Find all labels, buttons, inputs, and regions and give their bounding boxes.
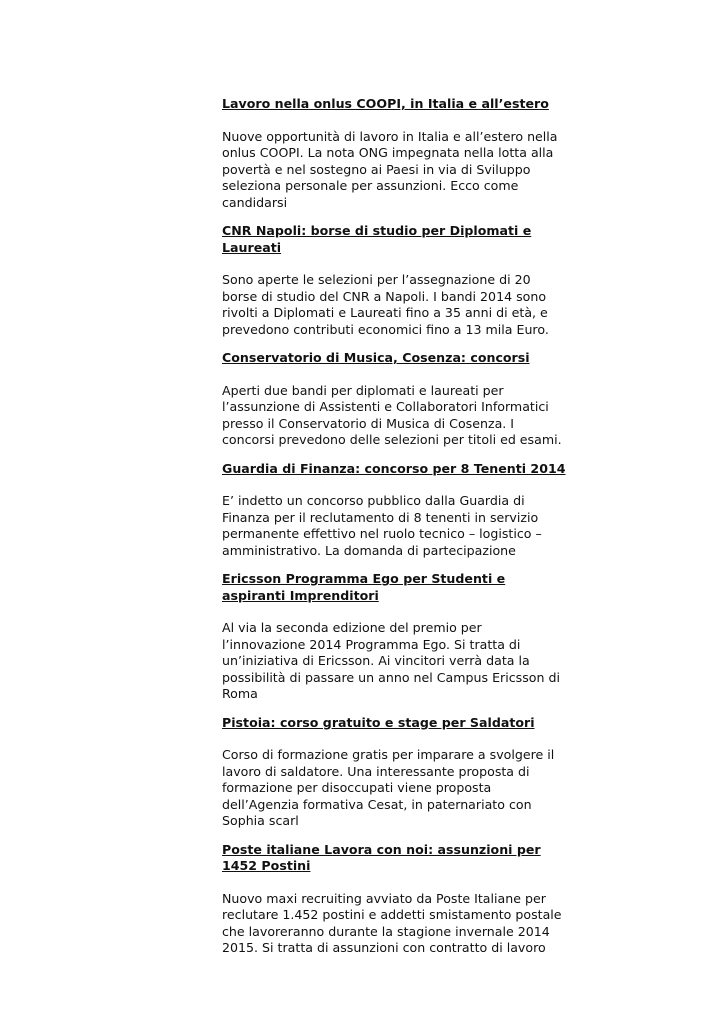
article-title[interactable]: Pistoia: corso gratuito e stage per Saldatori bbox=[222, 714, 535, 730]
document-page bbox=[222, 96, 567, 969]
article-poste-italiane bbox=[222, 842, 567, 957]
article-body: Sono aperte le selezioni per l’assegnazione di 20 borse di studio del CNR a Napoli. I bandi 2014 sono rivolti a Diplomati e Laureati fino a 35 anni di età, e prevedono contributi economici fino a 13 mila Euro. bbox=[222, 272, 549, 337]
article-coopi bbox=[222, 96, 567, 211]
article-body: Corso di formazione gratis per imparare a svolgere il lavoro di saldatore. Una interessante proposta di formazione per disoccupati viene proposta dell’Agenzia formativa Cesat, in paternariato con Sophia scarl bbox=[222, 747, 555, 828]
article-guardia-di-finanza bbox=[222, 461, 567, 560]
article-body: Nuove opportunità di lavoro in Italia e all’estero nella onlus COOPI. La nota ONG impegnata nella lotta alla povertà e nel sostegno ai Paesi in via di Sviluppo seleziona personale per assunzioni. Ecco come candidarsi bbox=[222, 128, 558, 210]
article-ericsson bbox=[222, 571, 567, 703]
article-body: E’ indetto un concorso pubblico dalla Guardia di Finanza per il reclutamento di 8 tenenti in servizio permanente effettivo nel ruolo tecnico – logistico – amministrativo. La domanda di partecipazione bbox=[222, 493, 542, 558]
article-title[interactable]: Ericsson Programma Ego per Studenti e aspiranti Imprenditori bbox=[222, 571, 506, 603]
article-conservatorio-cosenza bbox=[222, 350, 567, 449]
article-title[interactable]: CNR Napoli: borse di studio per Diplomati e Laureati bbox=[222, 223, 532, 255]
article-body: Al via la seconda edizione del premio per l’innovazione 2014 Programma Ego. Si tratta di un’iniziativa di Ericsson. Ai vincitori verrà data la possibilità di passare un anno nel Campus Ericsson di Roma bbox=[222, 620, 560, 701]
article-title[interactable]: Conservatorio di Musica, Cosenza: concorsi bbox=[222, 350, 530, 365]
article-title[interactable]: Lavoro nella onlus COOPI, in Italia e all’estero bbox=[222, 96, 549, 111]
article-title[interactable]: Poste italiane Lavora con noi: assunzioni per 1452 Postini bbox=[222, 841, 541, 873]
article-body: Nuovo maxi recruiting avviato da Poste Italiane per reclutare 1.452 postini e addetti smistamento postale che lavoreranno durante la stagione invernale 2014 2015. Si tratta di assunzioni con contratto di lavoro bbox=[222, 890, 562, 955]
article-body: Aperti due bandi per diplomati e laureati per l’assunzione di Assistenti e Collaboratori Informatici presso il Conservatorio di Musica di Cosenza. I concorsi prevedono delle selezioni per titoli ed esami. bbox=[222, 382, 562, 447]
article-pistoia bbox=[222, 715, 567, 830]
article-title[interactable]: Guardia di Finanza: concorso per 8 Tenenti 2014 bbox=[222, 460, 566, 476]
article-cnr-napoli bbox=[222, 223, 567, 338]
